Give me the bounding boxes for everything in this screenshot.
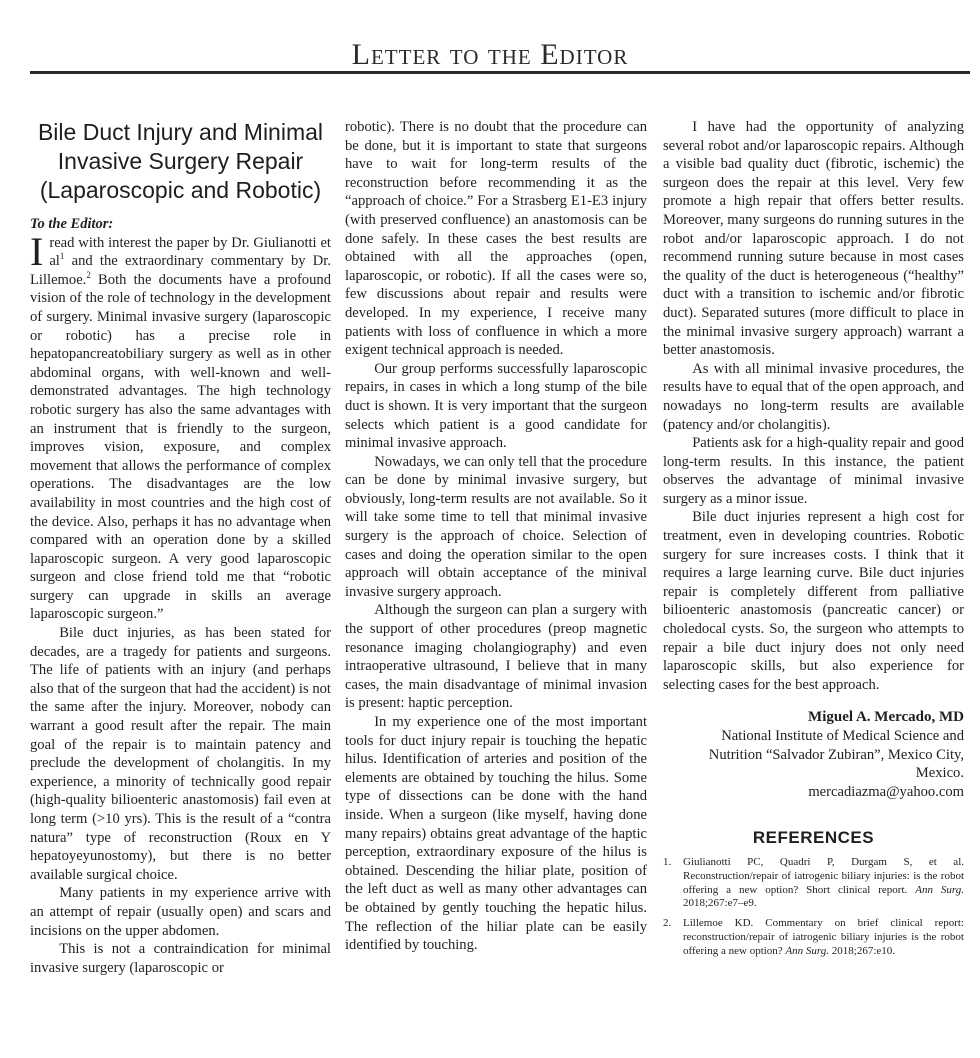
salutation: To the Editor: xyxy=(30,216,114,232)
paragraph-10: As with all minimal invasive procedures, the results have to equal that of the open approach, and nowadays no long-term results are available (patency and/or cholangitis). xyxy=(663,360,964,433)
reference-text: Lillemoe KD. Commentary on brief clinical report: reconstruction/repair of iatrogenic biliary injuries is the robot offering a new option? xyxy=(683,917,964,957)
paragraph-7: Although the surgeon can plan a surgery with the support of other procedures (preop magnetic resonance imaging cholangiography) and even intraoperative ultrasound, I believe that in many cases, the main disadvantage of minimal invasion is present: haptic perception. xyxy=(345,602,647,712)
column-3 xyxy=(663,118,964,965)
paragraph-4: This is not a contraindication for minimal invasive surgery (laparoscopic or xyxy=(30,941,331,976)
author-email[interactable]: mercadiazma@yahoo.com xyxy=(808,783,964,800)
drop-cap: I xyxy=(30,228,44,274)
paragraph-8: In my experience one of the most important tools for duct injury repair is touching the hepatic hilus. Identification of arteries and position of the elements are obtained by touching the hilus. Some type of dissections can be done with the hand inside. When a surgeon (like myself, having done many repairs) obtains great advantage of the haptic perception, extraordinary exposure of the hilus is obtained. Descending the hiliar plate, position of the left duct as well as many other advantages can be obtained by gently touching the hepatic hilus. The reflection of the hiliar plate can be easily identified by touching. xyxy=(345,714,647,954)
reference-list xyxy=(663,856,964,959)
ref-citation-2: 2 xyxy=(86,269,91,280)
paragraph-6: Nowadays, we can only tell that the procedure can be done by minimal invasive surgery, but obviously, long-term results are not available. So it will take some time to tell that minimal invasive surgery is the approach of choice. Selection of cases and doing the operation similar to the open approach will obtain acceptance of the minival invasive surgery approach. xyxy=(345,453,647,600)
section-heading: Letter to the Editor xyxy=(351,38,629,71)
reference-journal: Ann Surg. xyxy=(915,883,964,896)
reference-item xyxy=(663,856,964,911)
signature-block xyxy=(663,708,964,801)
reference-number: 1. xyxy=(663,855,672,868)
paragraph-4-continued: robotic). There is no doubt that the procedure can be done, but it is important to state that surgeons have to wait for long-term results of the reconstruction before recommending it as the “approach of choice.” For a Strasberg E1-E3 injury (with preserved confluence) an anastomosis can be done safely. In these cases the best results are obtained with all the approaches (open, laparoscopic, or robotic). If all the cases were so, few discussions about repair and results were developed. In my experience, I receive many patients with loss of confluence in which a more exigent technical approach is needed. xyxy=(345,119,647,359)
column-2 xyxy=(345,118,647,955)
reference-tail: 2018;267:e7–e9. xyxy=(683,897,757,910)
reference-tail: 2018;267:e10. xyxy=(829,944,896,957)
affiliation-line-3: Mexico. xyxy=(915,765,964,782)
reference-journal: Ann Surg. xyxy=(785,944,830,957)
reference-item xyxy=(663,917,964,958)
affiliation-line-2: Nutrition “Salvador Zubiran”, Mexico City, xyxy=(708,746,964,763)
header-rule xyxy=(30,71,970,74)
paragraph-12: Bile duct injuries represent a high cost for treatment, even in developing countries. Robotic surgery for sure increases costs. I think that it requires a large learning curve. Bile duct injuries repair is completely different from palliative bilioenteric anastomosis (pancreatic cancer) or choledocal cysts. So, the surgeon who attempts to repair a bile duct injury does not only need laparoscopic skills, but also experience for selecting cases for the best approach. xyxy=(663,509,964,693)
paragraph-2: Bile duct injuries, as has been stated for decades, are a tragedy for patients and surgeons. The life of patients with an injury (and perhaps also that of the surgeon that had the accident) is not the same after the injury. Moreover, nobody can warrant a good result after the repair. The main goal of the repair is to maintain patency and preclude the development of cholangitis. In my experience, a minority of technically good repair (high-quality bilioenteric anastomosis) fail even at long term (>10 yrs). This is the result of a “contra natura” type of reconstruction (Roux en Y hepatoyeyunostomy), but there is no better available surgical choice. xyxy=(30,625,331,883)
paragraph-9: I have had the opportunity of analyzing several robot and/or laparoscopic repairs. Although a visible bad quality duct (fibrotic, ischemic) the surgeon does the repair at this level. Very few promote a high repair that offers better results. Moreover, many surgeons do running sutures in the robot and/or laparoscopic approach. I do not recommend running suture because in most cases the quality of the duct is heterogeneous (“healthy” duct with a transition to ischemic and/or fibrotic duct). Separated sutures (more difficult to place in the minimal invasive surgery approach) warrant a better anastomosis. xyxy=(663,119,964,359)
paragraph-3: Many patients in my experience arrive with an attempt of repair (usually open) and scars and incisions on the upper abdomen. xyxy=(30,885,331,939)
paragraph-1: Iread with interest the paper by Dr. Giulianotti et $al^1$ and the extraordinary commentary by Dr. Lillemoe.$^2$ Both the documents have a profound vision of the role of technology in the development of surgery. Minimal invasive surgery (laparoscopic or robotic) has a precise role in hepatopancreatobiliary surgery as well as in other abdominal organs, with well-known and well-demonstrated advantages. The high technology robotic surgery has also the same advantages with an instrument that is friendly to the surgeon, improves vision, exposure, and complex movement that allows the performance of complex operations. The disadvantages are the low availability in most countries and the high cost of the device. Also, perhaps it has no advantage when compared with an operation done by a skilled laparoscopic surgeon. A very good laparoscopic surgeon and close friend told me that “robotic surgery can upgrade in skills an average laparoscopic surgeon.” xyxy=(30,228,331,623)
column-1 xyxy=(30,118,331,977)
ref-citation-1: 1 xyxy=(59,251,65,262)
reference-text: Giulianotti PC, Quadri P, Durgam S, et al. Reconstruction/repair of iatrogenic biliary injuries: is the robot offering a new option? Short clinical report. xyxy=(683,855,964,896)
affiliation-line-1: National Institute of Medical Science and xyxy=(721,728,964,744)
author-name: Miguel A. Mercado, MD xyxy=(808,709,964,726)
article-title: Bile Duct Injury and Minimal Invasive Surgery Repair (Laparoscopic and Robotic) xyxy=(37,119,324,203)
paragraph-11: Patients ask for a high-quality repair and good long-term results. In this instance, the patient observes the advantage of minimal invasive surgery as a minor issue. xyxy=(663,435,964,507)
paragraph-5: Our group performs successfully laparoscopic repairs, in cases in which a long stump of the bile duct is shown. It is very important that the surgeon selects which patient is a good candidate for minimal invasive approach. xyxy=(345,360,647,452)
references-heading: REFERENCES xyxy=(752,828,875,848)
reference-number: 2. xyxy=(663,917,672,930)
